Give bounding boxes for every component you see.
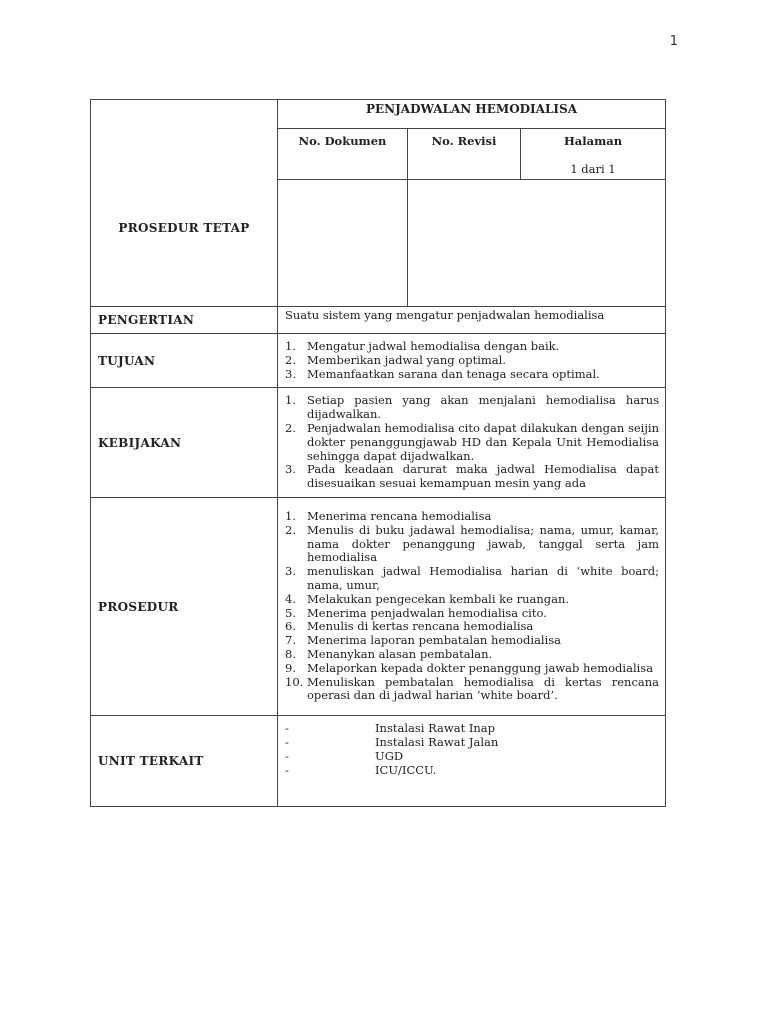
item-number: 2. [285,522,296,537]
item-text: UGD [375,748,404,763]
item-text: Menuliskan pembatalan hemodialisa di kertas rencana operasi dan di jadwal harian ‘white board’. [307,674,660,703]
item-text: Setiap pasien yang akan menjalani hemodialisa harus dijadwalkan. [307,393,660,422]
item-text: Instalasi Rawat Inap [375,721,496,736]
item-text: Menerima penjadwalan hemodialisa cito. [307,605,547,620]
item-number: 6. [285,619,296,634]
item-text: Memberikan jadwal yang optimal. [307,352,506,367]
pengertian-text: Suatu sistem yang mengatur penjadwalan hemodialisa [278,307,666,334]
kebijakan-label: KEBIJAKAN [91,388,278,498]
prosedur-tetap-text: PROSEDUR TETAP [118,221,250,235]
tujuan-item [285,340,659,354]
prosedur-item [285,620,659,634]
unit-terkait-item [285,764,659,778]
item-text: ICU/ICCU. [375,762,437,777]
prosedur-label: PROSEDUR [91,497,278,715]
item-text: Memanfaatkan sarana dan tenaga secara optimal. [307,366,600,381]
item-number: 9. [285,660,296,675]
unit-terkait-list [285,722,659,777]
tujuan-item [285,354,659,368]
prosedur-item [285,607,659,621]
tujuan-item [285,368,659,382]
item-text: Menulis di buku jadawal hemodialisa; nama, umur, kamar, nama dokter penanggung jawab, tanggal serta jam hemodialisa [307,522,660,565]
unit-terkait-item [285,750,659,764]
prosedur-list [285,510,659,703]
item-text: Melaporkan kepada dokter penanggung jawab hemodialisa [307,660,654,675]
item-text: Menulis di kertas rencana hemodialisa [307,619,534,634]
item-number: 2. [285,420,296,435]
item-number: 7. [285,633,296,648]
item-number: 5. [285,605,296,620]
page-number: 1 [669,34,678,49]
item-number: 1. [285,393,296,408]
kebijakan-content [278,388,666,498]
item-number: 4. [285,591,296,606]
item-dash: - [285,748,289,763]
item-number: 3. [285,366,296,381]
item-text: Pada keadaan darurat maka jadwal Hemodialisa dapat disesuaikan sesuai kemampuan mesin yang ada [307,462,660,491]
item-text: Mengatur jadwal hemodialisa dengan baik. [307,339,560,353]
no-revisi-label: No. Revisi [431,134,497,148]
prosedur-item [285,648,659,662]
prosedur-item [285,524,659,565]
unit-terkait-item [285,722,659,736]
sop-table [90,99,666,807]
tujuan-label: TUJUAN [91,334,278,388]
prosedur-item [285,593,659,607]
kebijakan-list [285,394,659,491]
prosedur-item [285,662,659,676]
item-number: 1. [285,339,296,353]
tujuan-content [278,334,666,388]
prosedur-content [278,497,666,715]
item-text: Menanykan alasan pembatalan. [307,646,493,661]
tujuan-list [285,340,659,381]
item-text: Penjadwalan hemodialisa cito dapat dilakukan dengan seijin dokter penanggungjawab HD dan Kepala Unit Hemodialisa sehingga dapat dijadwalkan. [307,420,660,463]
unit-terkait-item [285,736,659,750]
prosedur-item [285,510,659,524]
item-text: Melakukan pengecekan kembali ke ruangan. [307,591,570,606]
item-dash: - [285,721,289,736]
item-number: 10. [285,674,304,689]
prosedur-tetap-label [91,100,278,307]
item-number: 3. [285,462,296,477]
item-number: 2. [285,352,296,367]
halaman-label: Halaman [563,134,623,148]
item-number: 1. [285,508,296,523]
unit-terkait-content [278,716,666,807]
no-dokumen-header [278,129,408,180]
kebijakan-item [285,394,659,422]
item-number: 3. [285,564,296,579]
item-text: Menerima laporan pembatalan hemodialisa [307,633,562,648]
halaman-value: 1 dari 1 [570,162,616,176]
item-dash: - [285,762,289,777]
item-number: 8. [285,646,296,661]
no-dokumen-label: No. Dokumen [298,134,387,148]
halaman-header [521,129,666,180]
document-title: PENJADWALAN HEMODIALISA [278,100,666,129]
item-text: menuliskan jadwal Hemodialisa harian di ‘white board; nama, umur, [307,564,660,592]
no-dokumen-value [278,180,408,307]
prosedur-item [285,565,659,593]
kebijakan-item [285,463,659,491]
revisi-halaman-value [408,180,666,307]
item-dash: - [285,734,289,749]
unit-terkait-label: UNIT TERKAIT [91,716,278,807]
prosedur-item [285,676,659,704]
item-text: Menerima rencana hemodialisa [307,508,492,523]
pengertian-label: PENGERTIAN [91,307,278,334]
prosedur-item [285,634,659,648]
item-text: Instalasi Rawat Jalan [375,734,499,749]
no-revisi-header [408,129,521,180]
kebijakan-item [285,422,659,463]
